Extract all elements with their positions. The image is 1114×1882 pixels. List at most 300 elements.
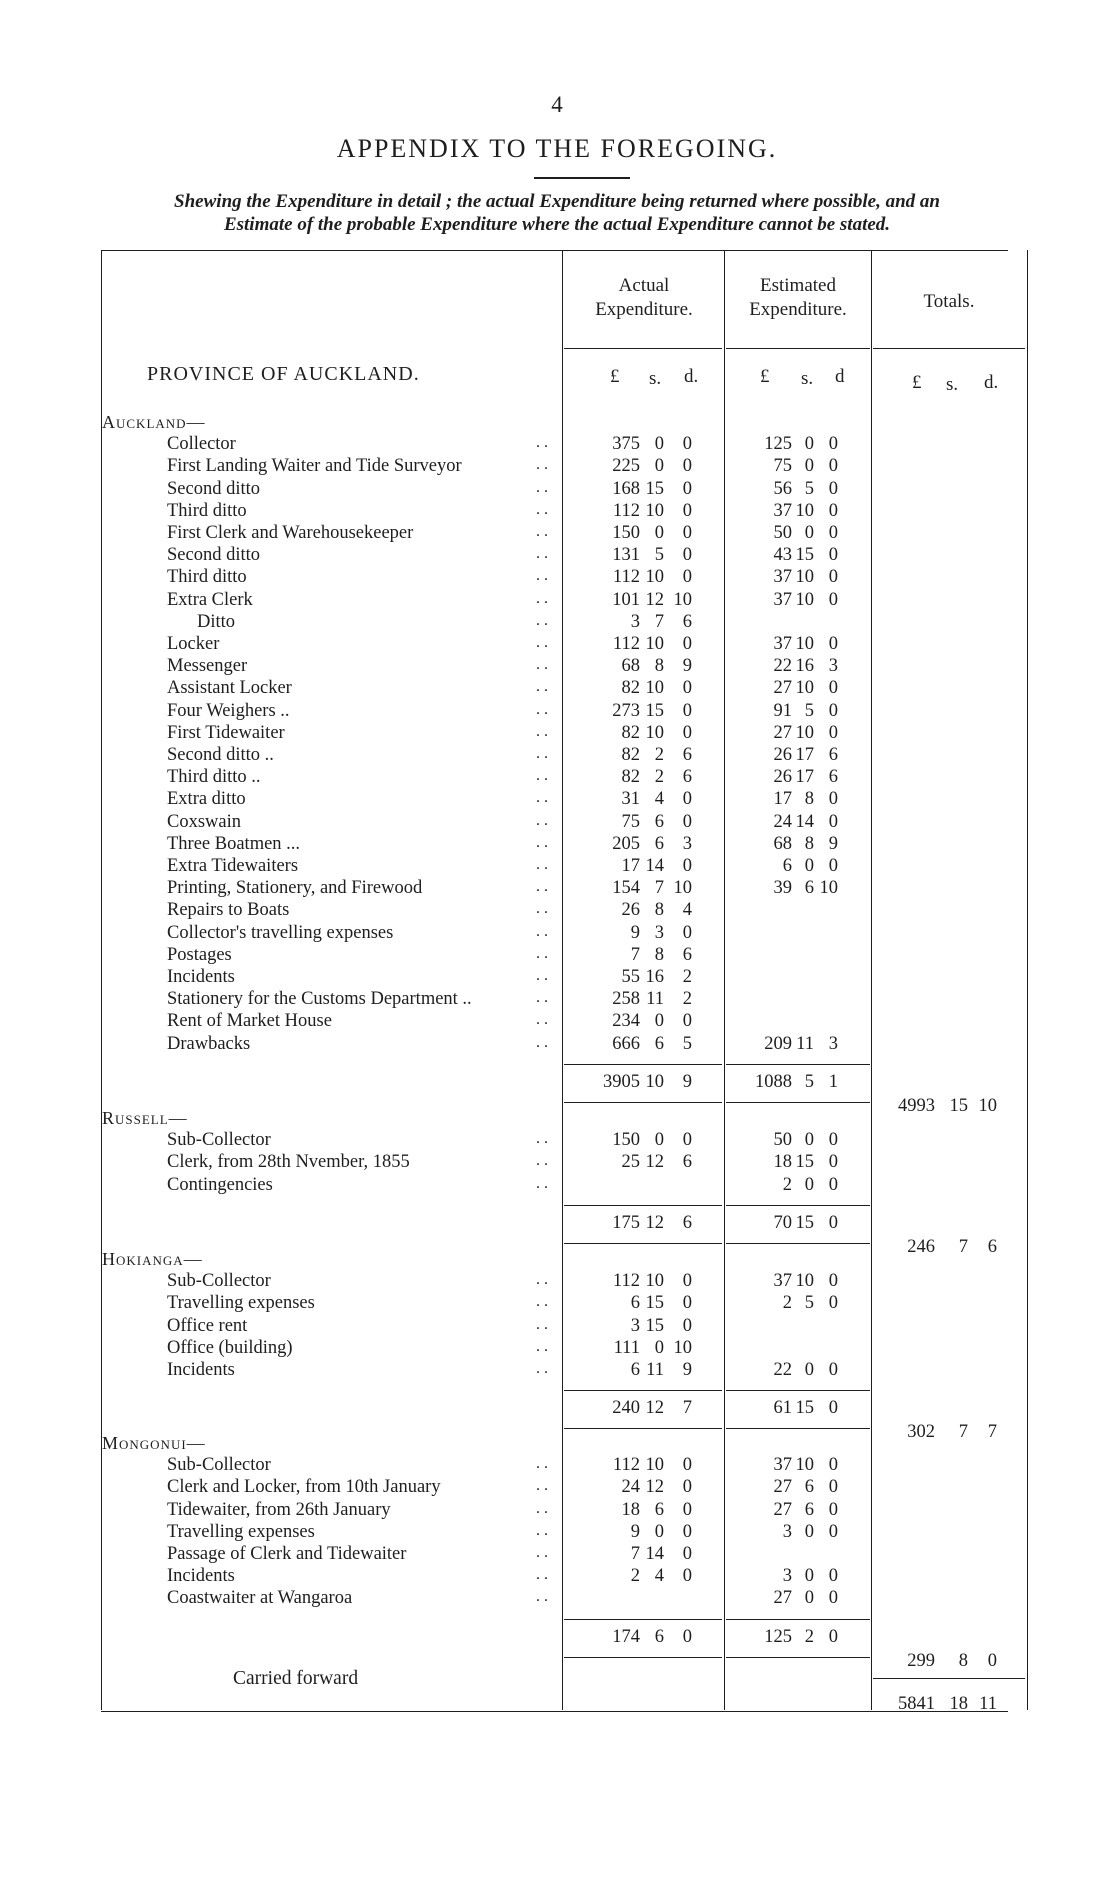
estimated-amount: 0 — [804, 1174, 814, 1195]
line-item-label: Extra Clerk — [167, 589, 253, 610]
actual-amount: 0 — [682, 922, 692, 943]
subtotal-estimated: 61 — [773, 1398, 792, 1419]
header-estimated-line-1: Estimated — [760, 275, 836, 296]
header-actual — [566, 274, 722, 322]
actual-amount: 6 — [630, 1360, 640, 1380]
header-actual-line-2: Expenditure. — [595, 299, 693, 320]
actual-amount: 12 — [645, 1152, 664, 1173]
estimated-amount: 209 — [764, 1033, 792, 1054]
actual-amount: 150 — [612, 523, 640, 543]
line-item-label: Travelling expenses — [167, 1521, 315, 1542]
leader-dots: . . — [536, 545, 548, 563]
estimated-amount: 0 — [828, 811, 838, 832]
actual-amount: 8 — [654, 900, 664, 921]
leader-dots: . . — [536, 456, 548, 474]
actual-amount: 4 — [654, 1566, 664, 1587]
actual-amount: 10 — [645, 567, 664, 588]
leader-dots: . . — [536, 811, 548, 829]
actual-amount: 11 — [646, 1360, 664, 1380]
line-item-label: Messenger — [167, 656, 248, 677]
title-rule — [534, 177, 630, 179]
column-divider — [871, 250, 872, 1710]
estimated-amount: 9 — [828, 833, 838, 854]
estimated-amount: 68 — [773, 833, 792, 854]
actual-amount: 6 — [630, 1293, 640, 1314]
leader-dots: . . — [536, 989, 548, 1007]
line-item-label: Rent of Market House — [167, 1011, 332, 1032]
section-total: 8 — [958, 1650, 968, 1671]
leader-dots: . . — [536, 634, 548, 651]
actual-amount: 14 — [645, 1544, 664, 1564]
leader-dots: . . — [536, 500, 548, 518]
estimated-amount: 16 — [795, 656, 814, 677]
actual-amount: 4 — [682, 900, 692, 921]
actual-amount: 5 — [654, 545, 664, 566]
leader-dots: . . — [536, 767, 548, 785]
estimated-amount: 39 — [773, 878, 792, 899]
subtotal-rule — [726, 1390, 870, 1391]
leader-dots: . . — [536, 611, 548, 629]
estimated-amount: 2 — [782, 1293, 792, 1314]
actual-amount: 0 — [682, 634, 692, 654]
subtotal-rule-bottom — [726, 1243, 870, 1244]
actual-amount: 3 — [682, 833, 692, 854]
estimated-amount: 27 — [773, 1499, 792, 1520]
leader-dots: . . — [536, 1271, 548, 1289]
actual-amount: 0 — [654, 1521, 664, 1542]
currency-pence: d. — [984, 372, 999, 393]
section-total: 10 — [978, 1095, 997, 1116]
section-heading: Russell— — [102, 1108, 188, 1128]
actual-amount: 82 — [621, 745, 640, 765]
leader-dots: . . — [536, 700, 548, 718]
actual-amount: 0 — [654, 1337, 664, 1358]
actual-amount: 234 — [612, 1011, 640, 1032]
currency-pound: £ — [912, 372, 922, 393]
leader-dots: . . — [536, 589, 548, 607]
estimated-amount: 15 — [795, 1152, 814, 1173]
section-total: 7 — [987, 1422, 997, 1443]
section-heading: Hokianga— — [102, 1249, 203, 1269]
actual-amount: 10 — [645, 1271, 664, 1292]
estimated-amount: 14 — [795, 811, 814, 832]
estimated-amount: 0 — [828, 1455, 838, 1476]
leader-dots: . . — [536, 922, 548, 940]
actual-amount: 6 — [682, 944, 692, 965]
subtotal-actual: 0 — [682, 1626, 692, 1647]
actual-amount: 0 — [682, 1130, 692, 1151]
line-item-label: Third ditto — [167, 500, 247, 521]
actual-amount: 6 — [682, 611, 692, 632]
estimated-amount: 3 — [828, 656, 838, 677]
line-item-label: Extra Tidewaiters — [167, 856, 299, 876]
actual-amount: 16 — [645, 967, 664, 987]
estimated-amount: 22 — [773, 656, 792, 677]
actual-amount: 0 — [682, 1566, 692, 1587]
subtotal-rule — [564, 1205, 722, 1206]
leader-dots: . . — [536, 656, 548, 674]
section-total: 299 — [907, 1650, 935, 1671]
estimated-amount: 0 — [828, 1588, 838, 1609]
estimated-amount: 0 — [828, 1152, 838, 1173]
line-item-label: Passage of Clerk and Tidewaiter — [167, 1544, 407, 1564]
estimated-amount: 0 — [804, 523, 814, 543]
actual-amount: 6 — [654, 811, 664, 832]
estimated-amount: 17 — [773, 789, 792, 810]
leader-dots: . . — [536, 1152, 548, 1170]
section-heading: Mongonui— — [102, 1433, 206, 1453]
line-item-label: Office (building) — [167, 1337, 293, 1358]
estimated-amount: 17 — [795, 745, 814, 765]
actual-amount: 24 — [621, 1477, 640, 1498]
currency-shilling: s. — [801, 368, 814, 389]
estimated-amount: 8 — [804, 833, 814, 854]
actual-amount: 7 — [630, 944, 640, 965]
subtotal-actual: 12 — [645, 1212, 664, 1233]
leader-dots: . . — [536, 789, 548, 807]
actual-amount: 225 — [612, 456, 640, 477]
page-number: 4 — [551, 92, 563, 117]
leader-dots: . . — [536, 1360, 548, 1377]
section-heading: Auckland— — [102, 412, 206, 432]
subtotal-rule — [564, 1390, 722, 1391]
actual-amount: 0 — [682, 500, 692, 521]
actual-amount: 2 — [654, 767, 664, 788]
subtotal-actual: 6 — [654, 1626, 664, 1647]
subtotal-actual: 6 — [682, 1212, 692, 1233]
estimated-amount: 0 — [828, 856, 838, 876]
leader-dots: . . — [536, 856, 548, 873]
leader-dots: . . — [536, 1315, 548, 1333]
actual-amount: 18 — [621, 1499, 640, 1520]
line-item-label: Sub-Collector — [167, 1271, 271, 1292]
actual-amount: 0 — [682, 856, 692, 876]
estimated-amount: 6 — [828, 745, 838, 765]
subtotal-estimated: 15 — [795, 1398, 814, 1419]
actual-amount: 12 — [645, 1477, 664, 1498]
actual-amount: 2 — [630, 1566, 640, 1587]
actual-amount: 0 — [682, 1011, 692, 1032]
estimated-amount: 0 — [828, 478, 838, 499]
estimated-amount: 50 — [773, 523, 792, 543]
currency-pound: £ — [760, 366, 770, 387]
actual-amount: 82 — [621, 722, 640, 743]
actual-amount: 10 — [645, 1455, 664, 1476]
leader-dots: . . — [536, 745, 548, 762]
estimated-amount: 27 — [773, 1477, 792, 1498]
actual-amount: 112 — [612, 500, 640, 521]
subtotal-estimated: 1 — [828, 1071, 838, 1092]
estimated-amount: 37 — [773, 1271, 792, 1292]
actual-amount: 112 — [612, 567, 640, 588]
estimated-amount: 10 — [819, 878, 838, 899]
subtotal-estimated: 15 — [795, 1212, 814, 1233]
estimated-amount: 5 — [804, 1293, 814, 1314]
subtotal-actual: 3905 — [603, 1071, 640, 1092]
leader-dots: . . — [536, 1588, 548, 1606]
line-item-label: Office rent — [167, 1315, 248, 1336]
estimated-amount: 10 — [795, 1271, 814, 1292]
actual-amount: 9 — [630, 922, 640, 943]
line-item-label: Three Boatmen ... — [167, 833, 301, 854]
actual-amount: 0 — [682, 523, 692, 543]
estimated-amount: 0 — [828, 722, 838, 743]
estimated-amount: 0 — [828, 1360, 838, 1380]
actual-amount: 0 — [682, 456, 692, 477]
estimated-amount: 3 — [782, 1566, 792, 1587]
line-item-label: Second ditto — [167, 478, 261, 499]
section-total: 0 — [987, 1650, 997, 1671]
line-item-label: Third ditto — [167, 567, 247, 588]
estimated-amount: 27 — [773, 1588, 792, 1609]
actual-amount: 15 — [645, 1293, 664, 1314]
estimated-amount: 0 — [828, 634, 838, 654]
actual-amount: 666 — [612, 1033, 640, 1054]
actual-amount: 101 — [612, 589, 640, 610]
estimated-amount: 6 — [828, 767, 838, 788]
estimated-amount: 0 — [828, 523, 838, 543]
estimated-amount: 50 — [773, 1130, 792, 1151]
estimated-amount: 6 — [804, 878, 814, 899]
estimated-amount: 0 — [804, 456, 814, 477]
actual-amount: 0 — [682, 434, 692, 455]
actual-amount: 25 — [621, 1152, 640, 1173]
actual-amount: 0 — [682, 1477, 692, 1498]
subtitle-line-2: Estimate of the probable Expenditure where the actual Expenditure cannot be stated. — [223, 214, 891, 235]
actual-amount: 0 — [682, 678, 692, 699]
actual-amount: 82 — [621, 767, 640, 788]
estimated-amount: 0 — [804, 856, 814, 876]
actual-amount: 0 — [682, 1499, 692, 1520]
line-item-label: Assistant Locker — [167, 678, 292, 699]
carried-forward-label: Carried forward — [233, 1668, 359, 1689]
actual-amount: 111 — [613, 1337, 640, 1358]
actual-amount: 0 — [682, 1315, 692, 1336]
actual-amount: 6 — [682, 745, 692, 765]
leader-dots: . . — [536, 967, 548, 984]
table-border-right — [1027, 250, 1028, 1710]
subtotal-rule — [726, 1064, 870, 1065]
leader-dots: . . — [536, 1566, 548, 1584]
estimated-amount: 0 — [804, 1588, 814, 1609]
actual-amount: 10 — [673, 878, 692, 899]
actual-amount: 168 — [612, 478, 640, 499]
estimated-amount: 8 — [804, 789, 814, 810]
estimated-amount: 0 — [828, 567, 838, 588]
leader-dots: . . — [536, 1455, 548, 1473]
actual-amount: 0 — [682, 722, 692, 743]
grand-total-rule — [873, 1678, 1025, 1679]
line-item-label: Second ditto — [167, 545, 261, 566]
actual-amount: 112 — [612, 634, 640, 654]
line-item-label: Travelling expenses — [167, 1293, 315, 1314]
actual-amount: 8 — [654, 656, 664, 677]
actual-amount: 0 — [682, 1521, 692, 1542]
actual-amount: 10 — [645, 500, 664, 521]
estimated-amount: 0 — [828, 500, 838, 521]
header-estimated-line-2: Expenditure. — [749, 299, 847, 320]
estimated-amount: 5 — [804, 700, 814, 721]
leader-dots: . . — [536, 944, 548, 962]
actual-amount: 375 — [612, 434, 640, 455]
line-item-label: Clerk and Locker, from 10th January — [167, 1477, 441, 1498]
table-border-left — [101, 250, 102, 1710]
actual-amount: 4 — [654, 789, 664, 810]
estimated-amount: 3 — [782, 1521, 792, 1542]
estimated-amount: 0 — [828, 1174, 838, 1195]
subtotal-actual: 9 — [682, 1071, 692, 1092]
estimated-amount: 91 — [773, 700, 792, 721]
estimated-amount: 56 — [773, 478, 792, 499]
leader-dots: . . — [536, 833, 548, 851]
actual-amount: 10 — [673, 1337, 692, 1358]
actual-amount: 15 — [645, 1315, 664, 1336]
line-item-label: Incidents — [167, 967, 235, 987]
section-total: 4993 — [898, 1095, 935, 1116]
currency-pence: d. — [684, 366, 699, 387]
subtotal-estimated: 0 — [828, 1212, 838, 1233]
section-total: 7 — [958, 1422, 968, 1443]
estimated-amount: 37 — [773, 634, 792, 654]
actual-amount: 0 — [682, 1455, 692, 1476]
subtotal-estimated: 125 — [764, 1626, 792, 1647]
line-item-label: Tidewaiter, from 26th January — [167, 1499, 391, 1520]
line-item-label: Ditto — [197, 611, 236, 632]
actual-amount: 0 — [682, 789, 692, 810]
actual-amount: 8 — [654, 944, 664, 965]
estimated-amount: 0 — [804, 1130, 814, 1151]
estimated-amount: 0 — [828, 1293, 838, 1314]
estimated-amount: 6 — [782, 856, 792, 876]
estimated-amount: 0 — [828, 434, 838, 455]
actual-amount: 6 — [654, 1499, 664, 1520]
actual-amount: 82 — [621, 678, 640, 699]
line-item-label: Extra ditto — [167, 789, 246, 810]
actual-amount: 68 — [621, 656, 640, 677]
leader-dots: . . — [536, 1477, 548, 1495]
subtotal-rule-bottom — [564, 1657, 722, 1658]
subtotal-estimated: 2 — [804, 1626, 814, 1647]
line-item-label: Clerk, from 28th Nvember, 1855 — [167, 1152, 410, 1173]
leader-dots: . . — [536, 722, 548, 740]
actual-amount: 10 — [645, 722, 664, 743]
leader-dots: . . — [536, 1499, 548, 1517]
leader-dots: . . — [536, 900, 548, 918]
estimated-amount: 11 — [796, 1033, 814, 1054]
leader-dots: . . — [536, 1033, 548, 1051]
actual-amount: 9 — [682, 656, 692, 677]
estimated-amount: 0 — [828, 1271, 838, 1292]
section-total: 7 — [958, 1236, 968, 1257]
subtotal-actual: 12 — [645, 1398, 664, 1419]
estimated-amount: 27 — [773, 722, 792, 743]
subtotal-actual: 174 — [612, 1626, 640, 1647]
estimated-amount: 0 — [828, 1477, 838, 1498]
estimated-amount: 27 — [773, 678, 792, 699]
subtotal-rule — [726, 1619, 870, 1620]
actual-amount: 0 — [682, 567, 692, 588]
header-estimated — [726, 274, 870, 322]
leader-dots: . . — [536, 878, 548, 896]
estimated-amount: 22 — [773, 1360, 792, 1380]
actual-amount: 0 — [682, 1271, 692, 1292]
estimated-amount: 0 — [828, 589, 838, 610]
leader-dots: . . — [536, 1011, 548, 1029]
estimated-amount: 43 — [773, 545, 792, 566]
column-divider — [724, 250, 725, 1710]
actual-amount: 9 — [682, 1360, 692, 1380]
subtotal-rule — [564, 1064, 722, 1065]
subtotal-estimated: 0 — [828, 1398, 838, 1419]
actual-amount: 154 — [612, 878, 640, 899]
leader-dots: . . — [536, 1544, 548, 1561]
estimated-amount: 26 — [773, 745, 792, 765]
actual-amount: 12 — [645, 589, 664, 610]
line-item-label: Incidents — [167, 1566, 235, 1587]
column-divider — [562, 250, 563, 1710]
actual-amount: 0 — [654, 456, 664, 477]
line-item-label: Collector's travelling expenses — [167, 922, 394, 943]
leader-dots: . . — [536, 1130, 548, 1148]
actual-amount: 2 — [682, 967, 692, 987]
actual-amount: 3 — [654, 922, 664, 943]
actual-amount: 31 — [621, 789, 640, 810]
actual-amount: 7 — [654, 878, 664, 899]
actual-amount: 14 — [645, 856, 664, 876]
estimated-amount: 0 — [828, 1499, 838, 1520]
line-item-label: First Tidewaiter — [167, 722, 285, 743]
actual-amount: 112 — [612, 1271, 640, 1292]
header-rule — [873, 348, 1025, 349]
estimated-amount: 10 — [795, 634, 814, 654]
line-item-label: First Clerk and Warehousekeeper — [167, 523, 414, 543]
actual-amount: 9 — [630, 1521, 640, 1542]
page-title: APPENDIX TO THE FOREGOING. — [336, 134, 778, 163]
section-total: 15 — [949, 1095, 968, 1116]
actual-amount: 6 — [682, 767, 692, 788]
estimated-amount: 0 — [804, 1360, 814, 1380]
leader-dots: . . — [536, 678, 548, 696]
line-item-label: Second ditto .. — [167, 745, 274, 765]
actual-amount: 5 — [682, 1033, 692, 1054]
actual-amount: 258 — [612, 989, 640, 1010]
subtotal-actual: 7 — [682, 1398, 692, 1419]
actual-amount: 0 — [682, 1544, 692, 1564]
estimated-amount: 24 — [773, 811, 792, 832]
estimated-amount: 0 — [828, 789, 838, 810]
estimated-amount: 37 — [773, 567, 792, 588]
estimated-amount: 0 — [828, 700, 838, 721]
leader-dots: . . — [536, 1174, 548, 1192]
actual-amount: 75 — [621, 811, 640, 832]
actual-amount: 7 — [630, 1544, 640, 1564]
actual-amount: 11 — [646, 989, 664, 1010]
actual-amount: 17 — [621, 856, 640, 876]
actual-amount: 112 — [612, 1455, 640, 1476]
actual-amount: 131 — [612, 545, 640, 566]
actual-amount: 26 — [621, 900, 640, 921]
line-item-label: Collector — [167, 434, 236, 455]
subtotal-estimated: 0 — [828, 1626, 838, 1647]
estimated-amount: 2 — [782, 1174, 792, 1195]
subtotal-rule-bottom — [564, 1428, 722, 1429]
estimated-amount: 10 — [795, 567, 814, 588]
leader-dots: . . — [536, 567, 548, 585]
leader-dots: . . — [536, 434, 548, 452]
estimated-amount: 10 — [795, 500, 814, 521]
leader-dots: . . — [536, 1337, 548, 1355]
estimated-amount: 10 — [795, 589, 814, 610]
